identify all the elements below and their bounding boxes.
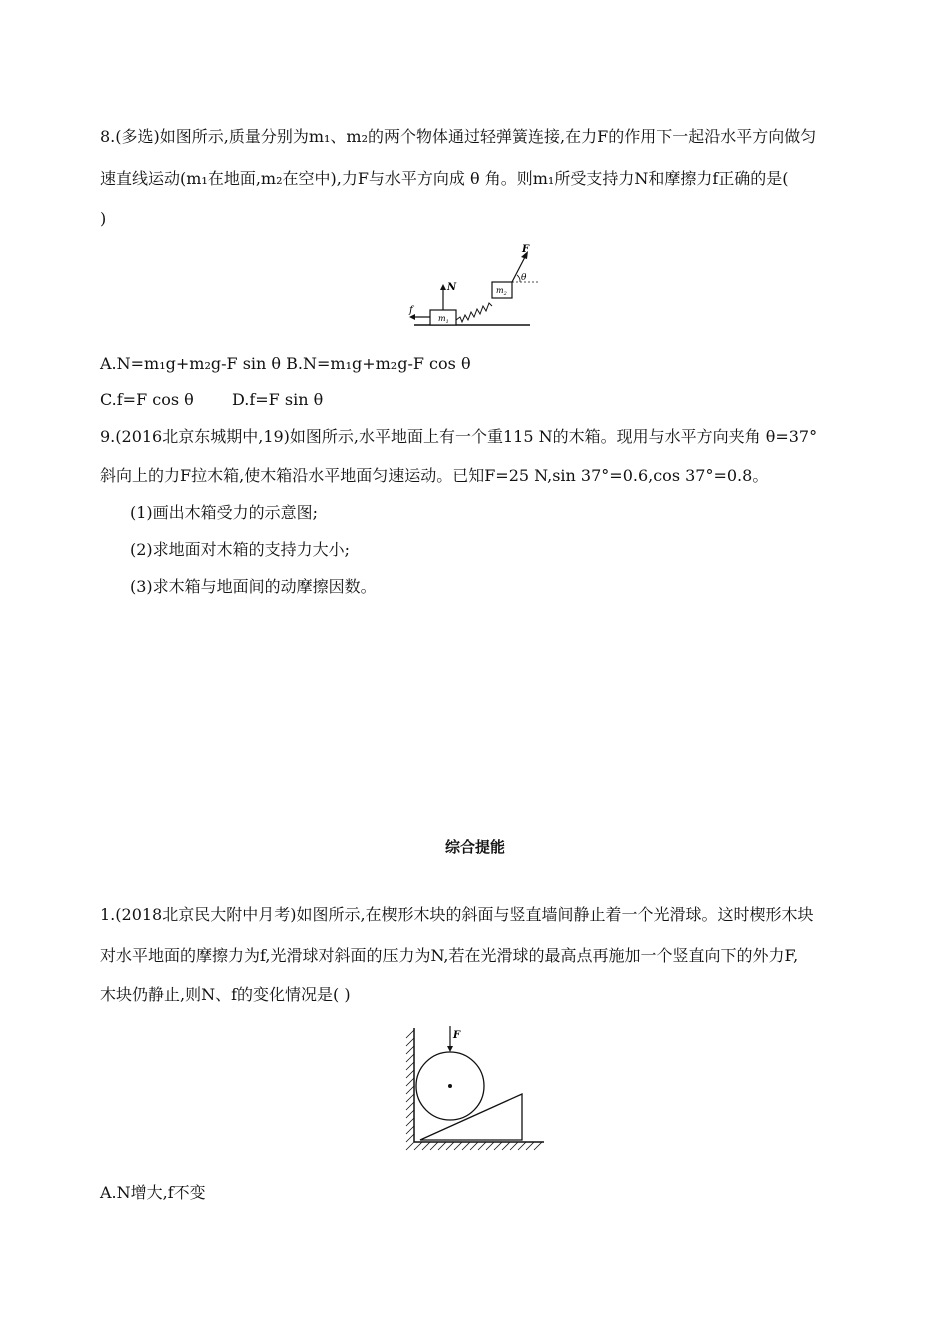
- wall-hatching: [406, 1030, 414, 1142]
- force-F-arrow-head: [447, 1046, 453, 1052]
- label-F: F: [522, 244, 530, 255]
- q9-stem-line1: 9.(2016北京东城期中,19)如图所示,水平地面上有一个重115 N的木箱。现用与水平方向夹角 θ=37°: [100, 427, 818, 446]
- c1-figure: [400, 1022, 550, 1154]
- c1-stem-line1: 1.(2018北京民大附中月考)如图所示,在楔形木块的斜面与竖直墙间静止着一个光滑球。这时楔形木块: [100, 905, 814, 924]
- c1-stem-line3: 木块仍静止,则N、f的变化情况是( ): [100, 985, 351, 1004]
- section-title: 综合提能: [444, 838, 505, 856]
- label-f: f: [409, 305, 413, 316]
- q8-stem-line2: 速直线运动(m₁在地面,m₂在空中),力F与水平方向成 θ 角。则m₁所受支持力N和摩擦力f正确的是(: [100, 169, 789, 188]
- label-F: F: [453, 1030, 461, 1041]
- q9-sub1: (1)画出木箱受力的示意图;: [130, 503, 319, 522]
- q9-sub2: (2)求地面对木箱的支持力大小;: [130, 540, 351, 559]
- q8-stem-line1: 8.(多选)如图所示,质量分别为m₁、m₂的两个物体通过轻弹簧连接,在力F的作用下一起沿水平方向做匀: [100, 127, 817, 146]
- label-theta: θ: [521, 273, 527, 283]
- q9-sub3: (3)求木箱与地面间的动摩擦因数。: [130, 577, 377, 596]
- label-m1: $m_1$: [438, 314, 449, 325]
- floor-hatching: [406, 1142, 542, 1150]
- c1-option-a: A.N增大,f不变: [100, 1183, 206, 1202]
- label-N: N: [447, 282, 457, 293]
- q8-option-d: D.f=F sin θ: [232, 390, 324, 409]
- ball-center: [448, 1084, 452, 1088]
- q8-option-c: C.f=F cos θ: [100, 390, 194, 409]
- q9-stem-line2: 斜向上的力F拉木箱,使木箱沿水平地面匀速运动。已知F=25 N,sin 37°=0.6,cos 37°=0.8。: [100, 466, 769, 485]
- c1-stem-line2: 对水平地面的摩擦力为f,光滑球对斜面的压力为N,若在光滑球的最高点再施加一个竖直向下的外力F,: [100, 946, 799, 965]
- normal-force-arrow-head: [440, 284, 446, 290]
- spring: [456, 303, 492, 322]
- q8-option-ab: A.N=m₁g+m₂g-F sin θ B.N=m₁g+m₂g-F cos θ: [100, 354, 471, 373]
- theta-arc: [517, 275, 520, 282]
- q8-stem-line3: ): [100, 209, 107, 228]
- q8-figure: [400, 240, 540, 330]
- label-m2: $m_2$: [496, 286, 507, 297]
